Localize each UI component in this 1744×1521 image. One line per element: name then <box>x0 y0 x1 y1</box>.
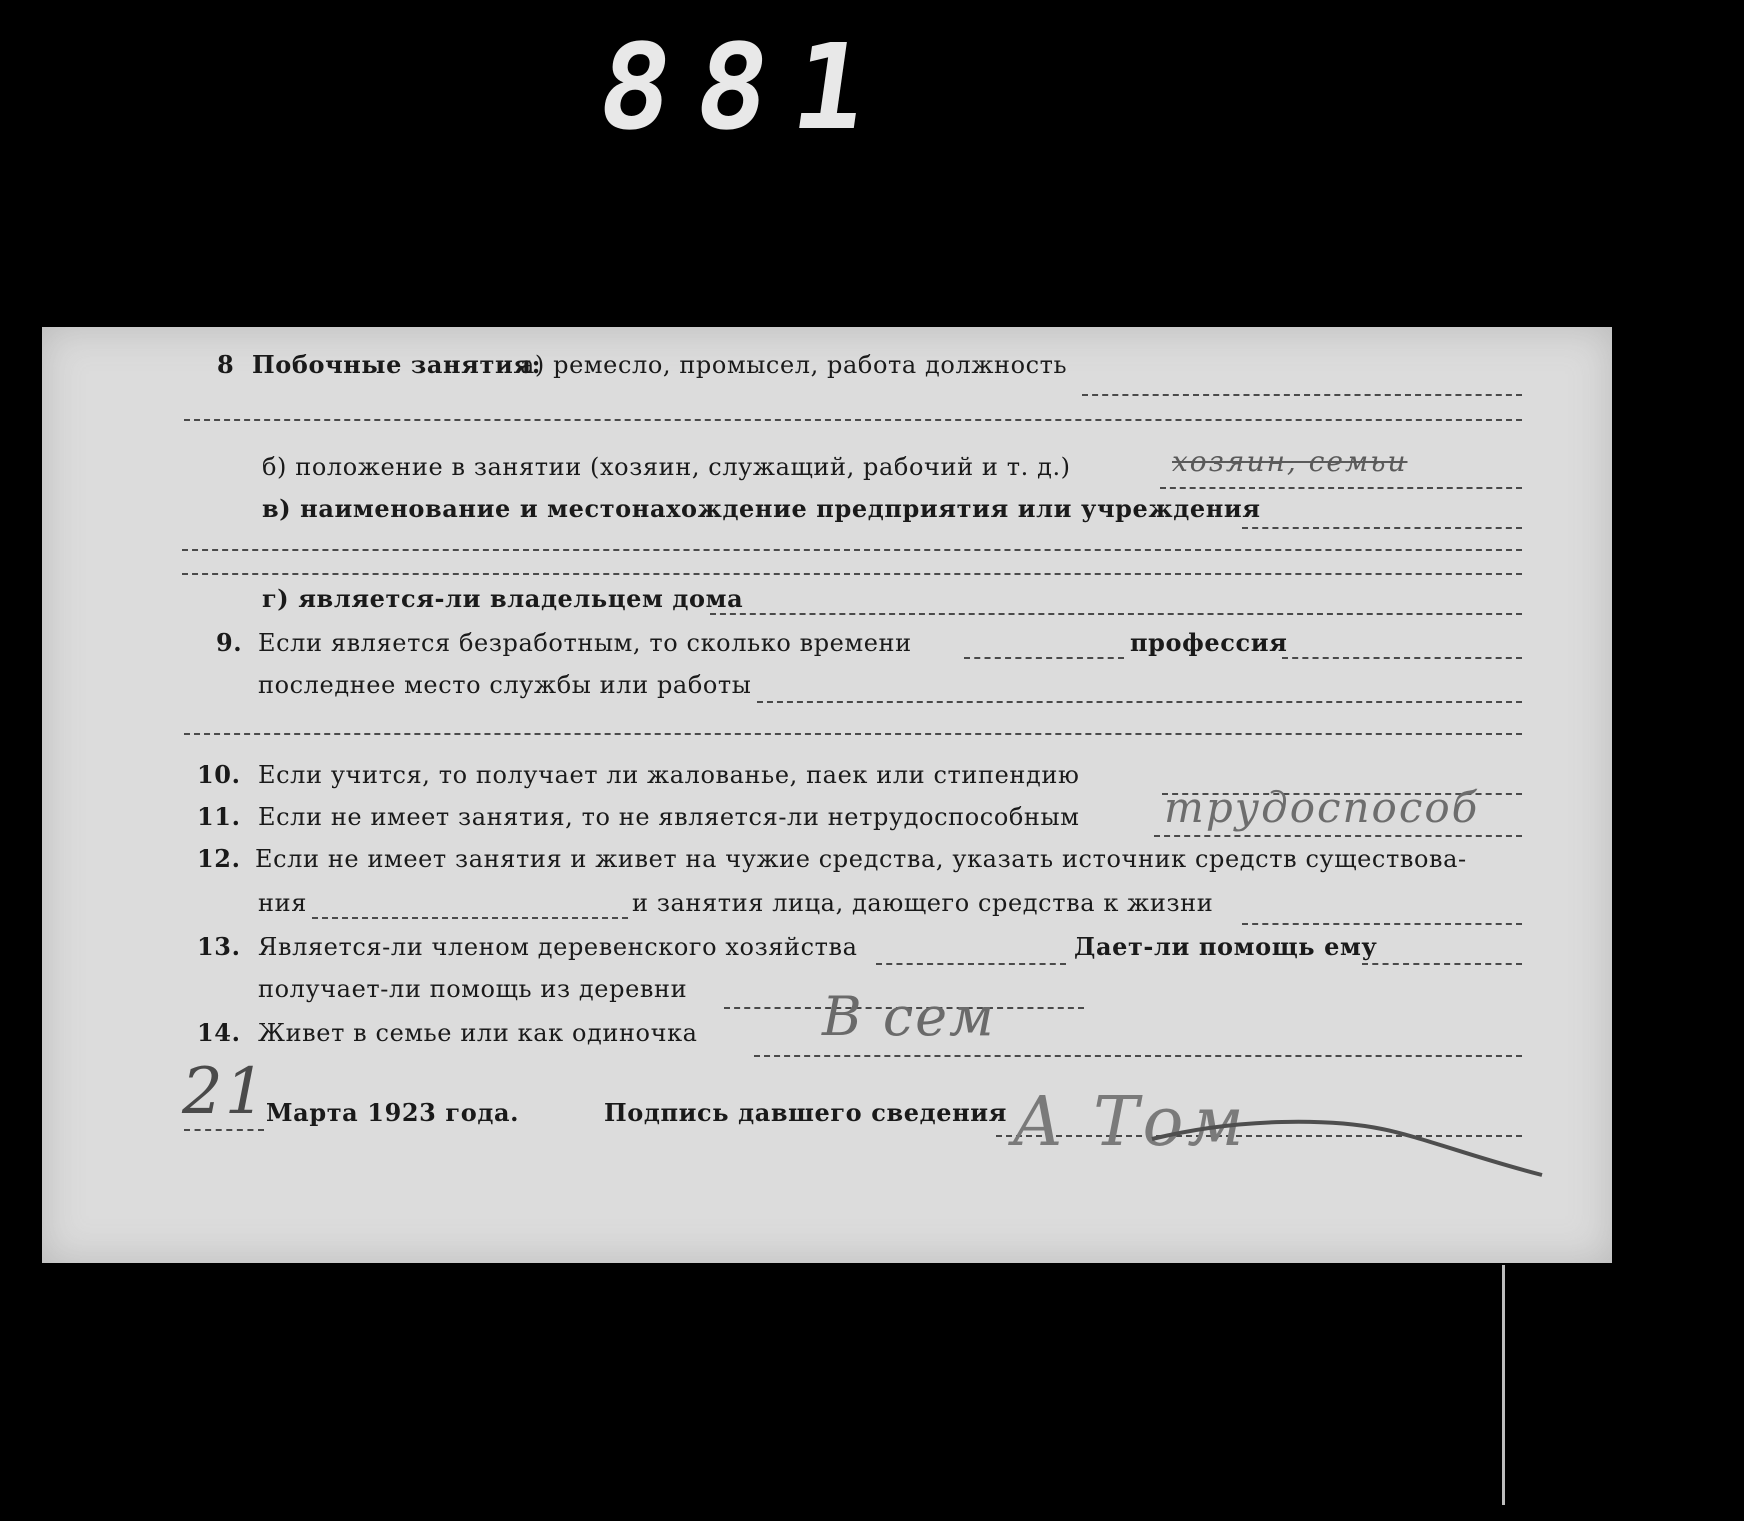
q11-line <box>1154 835 1522 837</box>
q14-text: Живет в семье или как одиночка <box>258 1019 698 1047</box>
q10-number: 10. <box>197 760 241 789</box>
q8-v-fullline <box>182 549 1522 551</box>
signature-letters: А Том <box>1012 1083 1248 1162</box>
q8-v-fullline-2 <box>182 573 1522 575</box>
q9-last-place-line <box>757 701 1522 703</box>
q9-profession-line <box>1282 657 1522 659</box>
q11-answer: трудоспособ <box>1164 783 1480 832</box>
q13-text: Является-ли членом деревенского хозяйства <box>258 933 858 961</box>
footer-day: 21 <box>182 1055 268 1129</box>
q9-fullline <box>184 733 1522 735</box>
footer-day-line <box>184 1129 264 1131</box>
q8-g-text: г) является-ли владельцем дома <box>262 584 744 613</box>
q13-help-to-line <box>1362 963 1522 965</box>
q8-a-line <box>1082 394 1522 396</box>
q9-time-line <box>964 657 1124 659</box>
footer-signature-label: Подпись давшего сведения <box>604 1098 1007 1127</box>
q8-g-line <box>710 613 1522 615</box>
q11-number: 11. <box>197 802 241 831</box>
q12-source-line <box>312 917 628 919</box>
q12-end-line <box>1242 923 1522 925</box>
q9-profession-label: профессия <box>1130 628 1288 657</box>
q12-text: Если не имеет занятия и живет на чужие средства, указать источник средств существова- <box>255 845 1467 873</box>
form-card <box>42 327 1612 1263</box>
q13-member-line <box>876 963 1066 965</box>
q8-a-fullline <box>184 419 1522 421</box>
q8-v-line <box>1242 527 1522 529</box>
q10-text: Если учится, то получает ли жалованье, паек или стипендию <box>258 761 1080 789</box>
archive-frame-number: 881 <box>590 18 901 156</box>
q8-number: 8 <box>217 350 235 379</box>
q12-cont-a: ния <box>258 889 307 917</box>
q9-number: 9. <box>216 628 243 657</box>
q8-a-text: а) ремесло, промысел, работа должность <box>520 351 1068 379</box>
footer-date-text: Марта 1923 года. <box>266 1098 520 1127</box>
q8-b-text: б) положение в занятии (хозяин, служащий, рабочий и т. д.) <box>262 453 1071 481</box>
q13-number: 13. <box>197 932 241 961</box>
q8-b-struck-answer: хозяин, семьи <box>1172 445 1408 478</box>
q11-text: Если не имеет занятия, то не является-ли нетрудоспособным <box>258 803 1080 831</box>
q12-number: 12. <box>197 844 241 873</box>
q12-cont-b: и занятия лица, дающего средства к жизни <box>632 889 1214 917</box>
q9-last-place: последнее место службы или работы <box>258 671 752 699</box>
q8-v-text: в) наименование и местонахождение предприятия или учреждения <box>262 494 1261 523</box>
q8-label: Побочные занятия: <box>252 350 542 379</box>
q13-help-to: Дает-ли помощь ему <box>1074 932 1378 961</box>
q14-answer: В сем <box>822 985 996 1048</box>
q9-text: Если является безработным, то сколько времени <box>258 629 912 657</box>
q13-help-from: получает-ли помощь из деревни <box>258 975 688 1003</box>
q14-number: 14. <box>197 1018 241 1047</box>
signature-image <box>1002 1057 1562 1187</box>
film-edge-mark <box>1502 1265 1505 1505</box>
